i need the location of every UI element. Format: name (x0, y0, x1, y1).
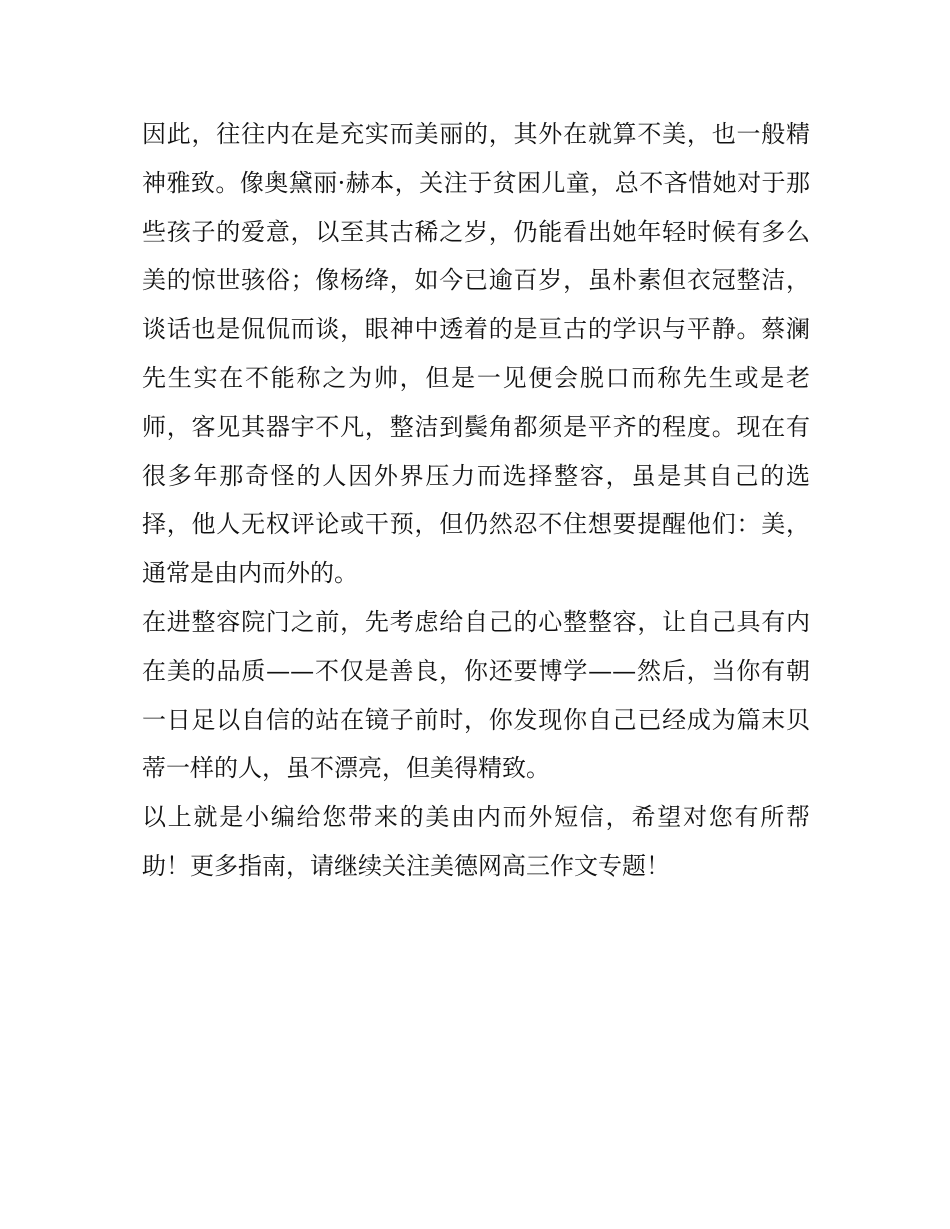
paragraph-1: 因此，往往内在是充实而美丽的，其外在就算不美，也一般精神雅致。像奥黛丽·赫本，关注于贫困儿童，总不吝惜她对于那些孩子的爱意，以至其古稀之岁，仍能看出她年轻时候有多么美的惊世骇俗；像杨绛，如今已逾百岁，虽朴素但衣冠整洁，谈话也是侃侃而谈，眼神中透着的是亘古的学识与平静。蔡澜先生实在不能称之为帅，但是一见便会脱口而称先生或是老师，客见其器宇不凡，整洁到鬓角都须是平齐的程度。现在有很多年那奇怪的人因外界压力而选择整容，虽是其自己的选择，他人无权评论或干预，但仍然忍不住想要提醒他们：美，通常是由内而外的。 (142, 120, 810, 588)
paragraph-2: 在进整容院门之前，先考虑给自己的心整整容，让自己具有内在美的品质——不仅是善良，你还要博学——然后，当你有朝一日足以自信的站在镜子前时，你发现你自己已经成为篇末贝蒂一样的人，虽不漂亮，但美得精致。 (142, 607, 810, 783)
paragraph-3: 以上就是小编给您带来的美由内而外短信，希望对您有所帮助！更多指南，请继续关注美德网高三作文专题！ (142, 803, 810, 880)
document-body (142, 110, 810, 891)
